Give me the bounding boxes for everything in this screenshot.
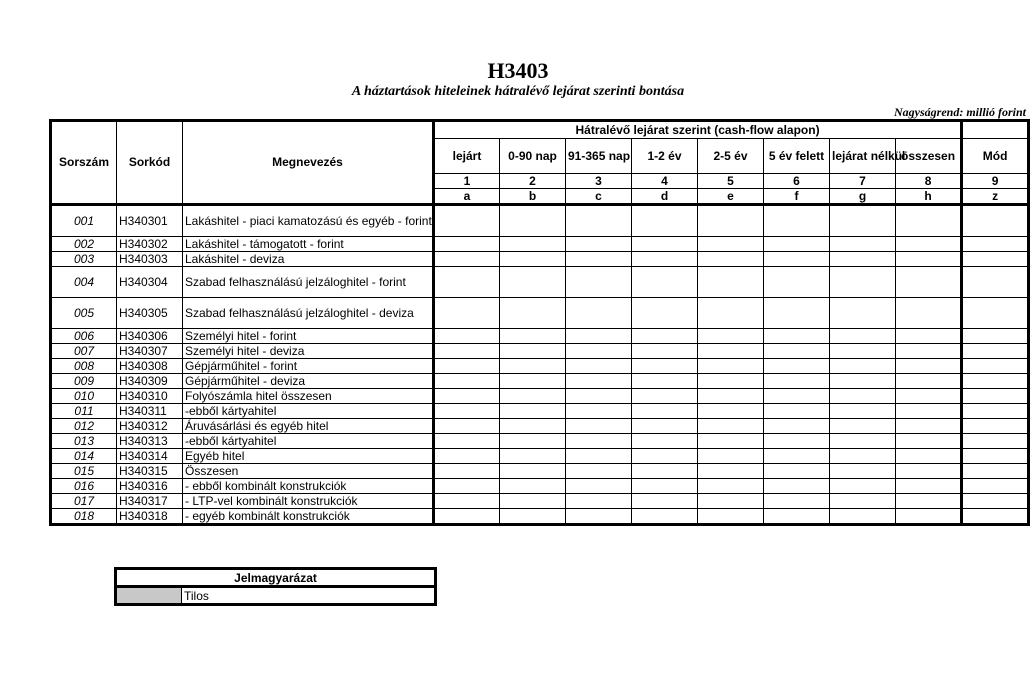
mod-cell[interactable]	[962, 237, 1029, 252]
row-code: H340310	[117, 389, 183, 404]
header-megnevezes: Megnevezés	[183, 121, 434, 205]
data-cell[interactable]	[566, 205, 632, 237]
data-cell[interactable]	[764, 329, 830, 344]
data-cell[interactable]	[566, 464, 632, 479]
table-row	[51, 479, 1029, 494]
data-cell[interactable]	[896, 359, 962, 374]
data-cell[interactable]	[632, 374, 698, 389]
data-cell[interactable]	[434, 344, 500, 359]
data-cell[interactable]	[896, 479, 962, 494]
data-cell[interactable]	[500, 359, 566, 374]
header-mod: Mód	[962, 139, 1029, 174]
header-col-num-2: 2	[500, 174, 566, 189]
data-cell[interactable]	[566, 237, 632, 252]
data-cell[interactable]	[500, 237, 566, 252]
header-col-num-4: 4	[632, 174, 698, 189]
header-col-1: lejárt	[434, 139, 500, 174]
data-cell[interactable]	[566, 344, 632, 359]
data-cell[interactable]	[434, 509, 500, 525]
data-cell[interactable]	[764, 419, 830, 434]
data-cell[interactable]	[566, 252, 632, 267]
row-number: 004	[51, 267, 117, 298]
data-cell[interactable]	[698, 464, 764, 479]
row-name: Összesen	[183, 464, 434, 479]
data-cell[interactable]	[500, 434, 566, 449]
header-mod-letter: z	[962, 189, 1029, 205]
header-col-num-1: 1	[434, 174, 500, 189]
data-cell[interactable]	[434, 464, 500, 479]
mod-cell[interactable]	[962, 252, 1029, 267]
data-cell[interactable]	[632, 298, 698, 329]
data-cell[interactable]	[434, 205, 500, 237]
header-col-letter-5: e	[698, 189, 764, 205]
table-row	[51, 237, 1029, 252]
data-cell[interactable]	[698, 419, 764, 434]
row-code: H340305	[117, 298, 183, 329]
data-cell[interactable]	[896, 509, 962, 525]
row-code: H340308	[117, 359, 183, 374]
row-name: Személyi hitel - forint	[183, 329, 434, 344]
data-cell[interactable]	[632, 419, 698, 434]
row-number: 016	[51, 479, 117, 494]
table-row	[51, 267, 1029, 298]
row-code: H340311	[117, 404, 183, 419]
data-cell[interactable]	[500, 479, 566, 494]
data-cell[interactable]	[698, 479, 764, 494]
data-cell[interactable]	[896, 389, 962, 404]
unit-label: Nagyságrend: millió forint	[893, 105, 1026, 119]
data-cell[interactable]	[830, 434, 896, 449]
header-col-letter-7: g	[830, 189, 896, 205]
mod-cell[interactable]	[962, 509, 1029, 525]
data-cell[interactable]	[566, 374, 632, 389]
row-code: H340303	[117, 252, 183, 267]
legend-title: Jelmagyarázat	[116, 569, 436, 587]
table-row	[51, 298, 1029, 329]
data-cell[interactable]	[830, 205, 896, 237]
data-cell[interactable]	[764, 509, 830, 525]
data-cell[interactable]	[500, 298, 566, 329]
row-name: Lakáshitel - támogatott - forint	[183, 237, 434, 252]
data-cell[interactable]	[566, 298, 632, 329]
header-col-letter-6: f	[764, 189, 830, 205]
data-cell[interactable]	[896, 237, 962, 252]
data-cell[interactable]	[434, 298, 500, 329]
data-cell[interactable]	[632, 494, 698, 509]
row-number: 015	[51, 464, 117, 479]
mod-cell[interactable]	[962, 374, 1029, 389]
header-col-letter-2: b	[500, 189, 566, 205]
data-cell[interactable]	[632, 479, 698, 494]
data-cell[interactable]	[632, 404, 698, 419]
table-row	[51, 434, 1029, 449]
data-cell[interactable]	[830, 329, 896, 344]
header-col-letter-3: c	[566, 189, 632, 205]
data-cell[interactable]	[896, 298, 962, 329]
table-row	[51, 252, 1029, 267]
row-code: H340306	[117, 329, 183, 344]
data-cell[interactable]	[698, 298, 764, 329]
data-cell[interactable]	[764, 389, 830, 404]
data-cell[interactable]	[764, 252, 830, 267]
header-col-8: összesen	[896, 139, 962, 174]
data-cell[interactable]	[764, 434, 830, 449]
row-code: H340312	[117, 419, 183, 434]
data-cell[interactable]	[434, 252, 500, 267]
form-code-title: H3403	[487, 58, 549, 83]
mod-cell[interactable]	[962, 404, 1029, 419]
data-cell[interactable]	[500, 449, 566, 464]
data-cell[interactable]	[566, 479, 632, 494]
row-code: H340316	[117, 479, 183, 494]
table-row	[51, 419, 1029, 434]
header-col-5: 2-5 év	[698, 139, 764, 174]
row-name: Lakáshitel - deviza	[183, 252, 434, 267]
header-col-num-3: 3	[566, 174, 632, 189]
table-row	[51, 344, 1029, 359]
data-cell[interactable]	[632, 205, 698, 237]
row-code: H340317	[117, 494, 183, 509]
data-cell[interactable]	[698, 374, 764, 389]
row-number: 003	[51, 252, 117, 267]
data-cell[interactable]	[896, 252, 962, 267]
data-cell[interactable]	[896, 374, 962, 389]
data-cell[interactable]	[764, 494, 830, 509]
data-cell[interactable]	[500, 419, 566, 434]
data-cell[interactable]	[500, 329, 566, 344]
mod-cell[interactable]	[962, 344, 1029, 359]
row-name: -ebből kártyahitel	[183, 404, 434, 419]
data-cell[interactable]	[896, 464, 962, 479]
mod-cell[interactable]	[962, 494, 1029, 509]
row-number: 008	[51, 359, 117, 374]
row-name: Szabad felhasználású jelzáloghitel - deviza	[183, 298, 434, 329]
mod-cell[interactable]	[962, 449, 1029, 464]
data-cell[interactable]	[698, 237, 764, 252]
mod-cell[interactable]	[962, 419, 1029, 434]
data-cell[interactable]	[830, 509, 896, 525]
row-name: Gépjárműhitel - deviza	[183, 374, 434, 389]
header-col-num-7: 7	[830, 174, 896, 189]
data-cell[interactable]	[566, 509, 632, 525]
data-cell[interactable]	[566, 449, 632, 464]
data-cell[interactable]	[632, 449, 698, 464]
row-number: 014	[51, 449, 117, 464]
data-cell[interactable]	[764, 267, 830, 298]
data-cell[interactable]	[500, 267, 566, 298]
data-cell[interactable]	[566, 359, 632, 374]
data-cell[interactable]	[632, 252, 698, 267]
data-cell[interactable]	[830, 252, 896, 267]
data-cell[interactable]	[500, 509, 566, 525]
row-code: H340315	[117, 464, 183, 479]
header-mod-blank	[962, 121, 1029, 139]
header-col-letter-1: a	[434, 189, 500, 205]
row-number: 001	[51, 205, 117, 237]
header-col-num-8: 8	[896, 174, 962, 189]
row-number: 007	[51, 344, 117, 359]
data-cell[interactable]	[698, 359, 764, 374]
data-cell[interactable]	[764, 464, 830, 479]
form-subtitle: A háztartások hiteleinek hátralévő lejárat szerinti bontása	[351, 84, 685, 99]
data-cell[interactable]	[500, 494, 566, 509]
data-cell[interactable]	[434, 494, 500, 509]
data-cell[interactable]	[896, 205, 962, 237]
data-cell[interactable]	[500, 374, 566, 389]
data-cell[interactable]	[830, 389, 896, 404]
data-cell[interactable]	[434, 267, 500, 298]
table-row	[51, 359, 1029, 374]
legend-table	[114, 567, 437, 606]
data-cell[interactable]	[434, 374, 500, 389]
data-cell[interactable]	[830, 344, 896, 359]
data-cell[interactable]	[764, 449, 830, 464]
row-name: -ebből kártyahitel	[183, 434, 434, 449]
data-cell[interactable]	[698, 389, 764, 404]
data-cell[interactable]	[830, 298, 896, 329]
data-cell[interactable]	[896, 419, 962, 434]
data-cell[interactable]	[896, 404, 962, 419]
data-cell[interactable]	[830, 479, 896, 494]
row-name: Egyéb hitel	[183, 449, 434, 464]
mod-cell[interactable]	[962, 359, 1029, 374]
table-row	[51, 374, 1029, 389]
mod-cell[interactable]	[962, 389, 1029, 404]
data-cell[interactable]	[698, 205, 764, 237]
row-name: Lakáshitel - piaci kamatozású és egyéb - forint	[183, 205, 434, 237]
row-name: Folyószámla hitel összesen	[183, 389, 434, 404]
data-cell[interactable]	[830, 237, 896, 252]
row-number: 013	[51, 434, 117, 449]
header-col-2: 0-90 nap	[500, 139, 566, 174]
header-col-3: 91-365 nap	[566, 139, 632, 174]
data-cell[interactable]	[896, 434, 962, 449]
row-code: H340307	[117, 344, 183, 359]
header-col-4: 1-2 év	[632, 139, 698, 174]
data-cell[interactable]	[764, 404, 830, 419]
data-cell[interactable]	[566, 404, 632, 419]
row-code: H340309	[117, 374, 183, 389]
row-number: 017	[51, 494, 117, 509]
data-cell[interactable]	[830, 404, 896, 419]
data-cell[interactable]	[632, 464, 698, 479]
data-cell[interactable]	[698, 434, 764, 449]
header-col-7: lejárat nélkül	[830, 139, 896, 174]
row-name: - ebből kombinált konstrukciók	[183, 479, 434, 494]
data-table	[49, 119, 1030, 526]
data-cell[interactable]	[500, 344, 566, 359]
header-col-letter-8: h	[896, 189, 962, 205]
row-name: Szabad felhasználású jelzáloghitel - forint	[183, 267, 434, 298]
data-cell[interactable]	[632, 267, 698, 298]
header-sorkod: Sorkód	[117, 121, 183, 205]
row-number: 010	[51, 389, 117, 404]
row-code: H340304	[117, 267, 183, 298]
table-row	[51, 494, 1029, 509]
data-cell[interactable]	[764, 205, 830, 237]
row-name: Személyi hitel - deviza	[183, 344, 434, 359]
legend-swatch-forbidden	[116, 587, 182, 605]
data-cell[interactable]	[632, 434, 698, 449]
row-number: 012	[51, 419, 117, 434]
data-cell[interactable]	[896, 267, 962, 298]
table-row	[51, 389, 1029, 404]
row-code: H340313	[117, 434, 183, 449]
row-number: 006	[51, 329, 117, 344]
data-cell[interactable]	[500, 464, 566, 479]
row-number: 005	[51, 298, 117, 329]
data-cell[interactable]	[632, 509, 698, 525]
data-cell[interactable]	[764, 237, 830, 252]
data-cell[interactable]	[566, 389, 632, 404]
data-cell[interactable]	[434, 404, 500, 419]
data-cell[interactable]	[632, 359, 698, 374]
data-cell[interactable]	[896, 449, 962, 464]
data-cell[interactable]	[830, 449, 896, 464]
data-cell[interactable]	[698, 509, 764, 525]
data-cell[interactable]	[632, 237, 698, 252]
row-code: H340314	[117, 449, 183, 464]
data-cell[interactable]	[434, 479, 500, 494]
table-row	[51, 449, 1029, 464]
data-cell[interactable]	[698, 404, 764, 419]
header-group: Hátralévő lejárat szerint (cash-flow alapon)	[434, 121, 962, 139]
data-cell[interactable]	[434, 419, 500, 434]
data-cell[interactable]	[434, 389, 500, 404]
mod-cell[interactable]	[962, 479, 1029, 494]
data-cell[interactable]	[632, 344, 698, 359]
data-cell[interactable]	[830, 464, 896, 479]
data-cell[interactable]	[764, 479, 830, 494]
table-row	[51, 464, 1029, 479]
data-cell[interactable]	[830, 419, 896, 434]
data-cell[interactable]	[764, 359, 830, 374]
table-row	[51, 404, 1029, 419]
data-cell[interactable]	[434, 237, 500, 252]
table-row	[51, 205, 1029, 237]
header-mod-num: 9	[962, 174, 1029, 189]
mod-cell[interactable]	[962, 205, 1029, 237]
data-cell[interactable]	[698, 449, 764, 464]
row-code: H340318	[117, 509, 183, 525]
row-number: 009	[51, 374, 117, 389]
mod-cell[interactable]	[962, 464, 1029, 479]
mod-cell[interactable]	[962, 267, 1029, 298]
data-cell[interactable]	[500, 404, 566, 419]
data-cell[interactable]	[698, 494, 764, 509]
data-cell[interactable]	[434, 359, 500, 374]
data-cell[interactable]	[500, 205, 566, 237]
data-cell[interactable]	[764, 344, 830, 359]
data-cell[interactable]	[764, 298, 830, 329]
header-col-6: 5 év felett	[764, 139, 830, 174]
data-cell[interactable]	[566, 419, 632, 434]
row-number: 002	[51, 237, 117, 252]
data-cell[interactable]	[632, 389, 698, 404]
data-cell[interactable]	[896, 494, 962, 509]
row-number: 011	[51, 404, 117, 419]
row-name: Gépjárműhitel - forint	[183, 359, 434, 374]
data-cell[interactable]	[698, 267, 764, 298]
mod-cell[interactable]	[962, 298, 1029, 329]
row-name: - egyéb kombinált konstrukciók	[183, 509, 434, 525]
row-code: H340301	[117, 205, 183, 237]
header-col-num-5: 5	[698, 174, 764, 189]
data-cell[interactable]	[500, 252, 566, 267]
mod-cell[interactable]	[962, 434, 1029, 449]
data-cell[interactable]	[698, 252, 764, 267]
row-number: 018	[51, 509, 117, 525]
row-name: - LTP-vel kombinált konstrukciók	[183, 494, 434, 509]
data-cell[interactable]	[566, 494, 632, 509]
data-cell[interactable]	[632, 329, 698, 344]
table-row	[51, 509, 1029, 525]
data-cell[interactable]	[434, 449, 500, 464]
legend-label-forbidden: Tilos	[182, 587, 436, 605]
data-cell[interactable]	[896, 344, 962, 359]
data-cell[interactable]	[698, 329, 764, 344]
data-cell[interactable]	[500, 389, 566, 404]
header-col-letter-4: d	[632, 189, 698, 205]
header-col-num-6: 6	[764, 174, 830, 189]
data-cell[interactable]	[764, 374, 830, 389]
header-sorszam: Sorszám	[51, 121, 117, 205]
data-cell[interactable]	[698, 344, 764, 359]
data-cell[interactable]	[830, 267, 896, 298]
data-cell[interactable]	[830, 374, 896, 389]
data-cell[interactable]	[566, 267, 632, 298]
row-name: Áruvásárlási és egyéb hitel	[183, 419, 434, 434]
row-code: H340302	[117, 237, 183, 252]
data-cell[interactable]	[830, 359, 896, 374]
table-row	[51, 329, 1029, 344]
data-cell[interactable]	[566, 434, 632, 449]
data-cell[interactable]	[830, 494, 896, 509]
data-cell[interactable]	[896, 329, 962, 344]
data-cell[interactable]	[434, 434, 500, 449]
data-cell[interactable]	[566, 329, 632, 344]
data-cell[interactable]	[434, 329, 500, 344]
mod-cell[interactable]	[962, 329, 1029, 344]
